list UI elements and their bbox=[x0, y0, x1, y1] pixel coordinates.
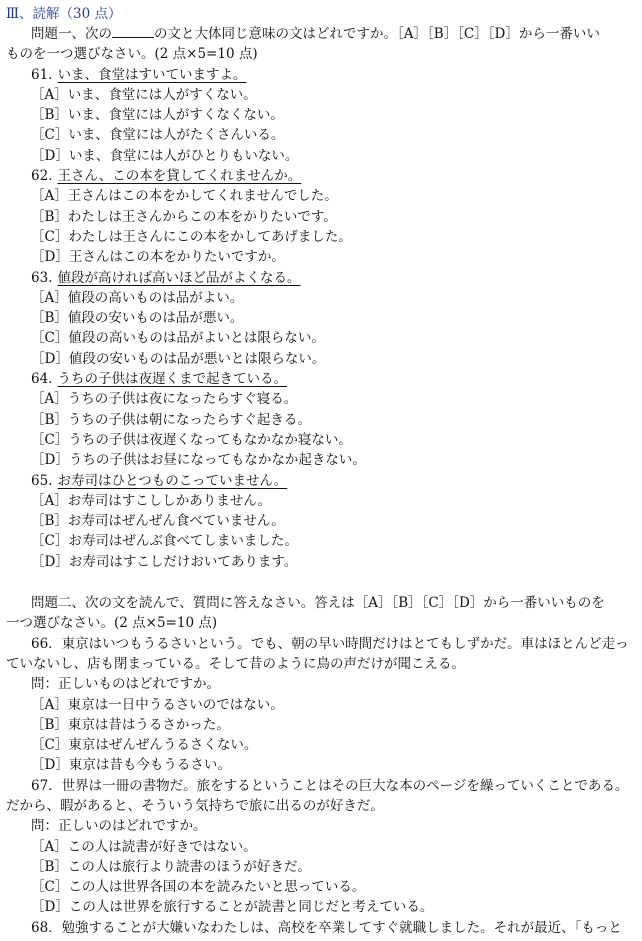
q66-question: 問：正しいものはどれですか。 bbox=[31, 676, 220, 693]
answer-option: ［B］お寿司はぜんぜん食べていません。 bbox=[31, 513, 285, 530]
q67-question: 問：正しいのはどれですか。 bbox=[31, 818, 207, 835]
answer-option: ［C］値段の高いものは品がよいとは限らない。 bbox=[31, 330, 325, 347]
question-sentence-underlined: お寿司はひとつものこっていません。 bbox=[57, 472, 288, 489]
answer-option: ［D］いま、食堂には人がひとりもいない。 bbox=[31, 147, 299, 164]
answer-option: ［A］値段の高いものは品がよい。 bbox=[31, 289, 244, 306]
answer-option: ［C］いま、食堂には人がたくさんいる。 bbox=[31, 127, 285, 144]
question-stem bbox=[0, 369, 642, 389]
answer-option: ［A］いま、食堂には人がすくない。 bbox=[31, 86, 257, 103]
part1-instruction-start: 問題一、次の bbox=[31, 26, 112, 42]
question-stem bbox=[0, 166, 642, 186]
question-number: 64. bbox=[31, 371, 53, 388]
part2-instruction: 問題二、次の文を読んで、質問に答えなさい。答えは［A］［B］［C］［D］から一番いいものを bbox=[31, 595, 605, 612]
answer-option: ［B］わたしは王さんからこの本をかりたいです。 bbox=[31, 208, 337, 225]
q66-passage: 66．東京はいつもうるさいという。でも、朝の早い時間だけはとてもしずかだ。車はほとんど走っ bbox=[31, 635, 629, 652]
q66-option-d: ［D］東京は昔も今もうるさい。 bbox=[31, 757, 231, 774]
q67-option-d: ［D］この人は世界を旅行することが読書と同じだと考えている。 bbox=[31, 899, 434, 916]
q66-option-c: ［C］東京はぜんぜんうるさくない。 bbox=[31, 737, 258, 754]
answer-option: ［C］うちの子供は夜遅くなってもなかなか寝ない。 bbox=[31, 431, 352, 448]
answer-option: ［B］値段の安いものは品が悪い。 bbox=[31, 310, 244, 327]
question-number: 61. bbox=[31, 66, 53, 83]
question-stem bbox=[0, 471, 642, 491]
part1-instruction-rest: の文と大体同じ意味の文はどれですか。［A］［B］［C］［D］から一番いい bbox=[154, 26, 600, 42]
answer-option: ［A］うちの子供は夜になったらすぐ寝る。 bbox=[31, 391, 298, 408]
q66-option-a: ［A］東京は一日中うるさいのではない。 bbox=[31, 696, 284, 713]
answer-option: ［D］王さんはこの本をかりたいですか。 bbox=[31, 249, 285, 266]
part1-instruction bbox=[0, 24, 642, 44]
question-number: 63. bbox=[31, 269, 53, 286]
question-stem bbox=[0, 268, 642, 288]
question-sentence-underlined: 値段が高ければ高いほど品がよくなる。 bbox=[57, 269, 301, 286]
answer-option: ［D］値段の安いものは品が悪いとは限らない。 bbox=[31, 350, 326, 367]
part1-questions bbox=[0, 65, 642, 572]
answer-option: ［B］うちの子供は朝になったらすぐ起きる。 bbox=[31, 411, 311, 428]
question-number: 62. bbox=[31, 168, 53, 185]
section-title: Ⅲ、読解（30 点） bbox=[6, 6, 122, 22]
answer-option: ［B］いま、食堂には人がすくなくない。 bbox=[31, 107, 284, 124]
answer-option: ［C］お寿司はぜんぶ食べてしまいました。 bbox=[31, 533, 298, 550]
answer-option: ［C］わたしは王さんにこの本をかしてあげました。 bbox=[31, 228, 352, 245]
answer-option: ［D］お寿司はすこしだけおいてあります。 bbox=[31, 553, 298, 570]
q67-passage: 67．世界は一冊の書物だ。旅をするということはその巨大な本のページを繰っていくことである。 bbox=[31, 777, 629, 794]
q68-passage: 68．勉強することが大嫌いなわたしは、高校を卒業してすぐ就職しました。それが最近、「もっと bbox=[31, 919, 622, 936]
question-number: 65. bbox=[31, 472, 53, 489]
answer-option: ［D］うちの子供はお昼になってもなかなか起きない。 bbox=[31, 452, 366, 469]
question-sentence-underlined: いま、食堂はすいていますよ。 bbox=[57, 66, 247, 83]
answer-option: ［A］王さんはこの本をかしてくれませんでした。 bbox=[31, 188, 338, 205]
blank-underline bbox=[112, 24, 154, 38]
q67-option-a: ［A］この人は読書が好きではない。 bbox=[31, 838, 257, 855]
q66-passage-cont: ていないし、店も閉まっている。そして昔のように鳥の声だけが聞こえる。 bbox=[6, 655, 465, 672]
spacer bbox=[0, 572, 642, 593]
question-sentence-underlined: 王さん、この本を貸してくれませんか。 bbox=[57, 168, 302, 185]
q67-passage-cont: だから、暇があると、そういう気持ちで旅に出るのが好きだ。 bbox=[6, 797, 384, 814]
question-sentence-underlined: うちの子供は夜遅くまで起きている。 bbox=[57, 371, 287, 388]
question-stem bbox=[0, 65, 642, 85]
answer-option: ［A］お寿司はすこししかありません。 bbox=[31, 492, 272, 509]
q67-option-b: ［B］この人は旅行より読書のほうが好きだ。 bbox=[31, 858, 311, 875]
part1-instruction-cont: ものを一つ選びなさい。(2 点×5=10 点) bbox=[6, 46, 258, 63]
q67-option-c: ［C］この人は世界各国の本を読みたいと思っている。 bbox=[31, 879, 366, 896]
q66-option-b: ［B］東京は昔はうるさかった。 bbox=[31, 716, 230, 733]
part2-instruction-cont: 一つ選びなさい。(2 点×5=10 点) bbox=[6, 615, 218, 632]
